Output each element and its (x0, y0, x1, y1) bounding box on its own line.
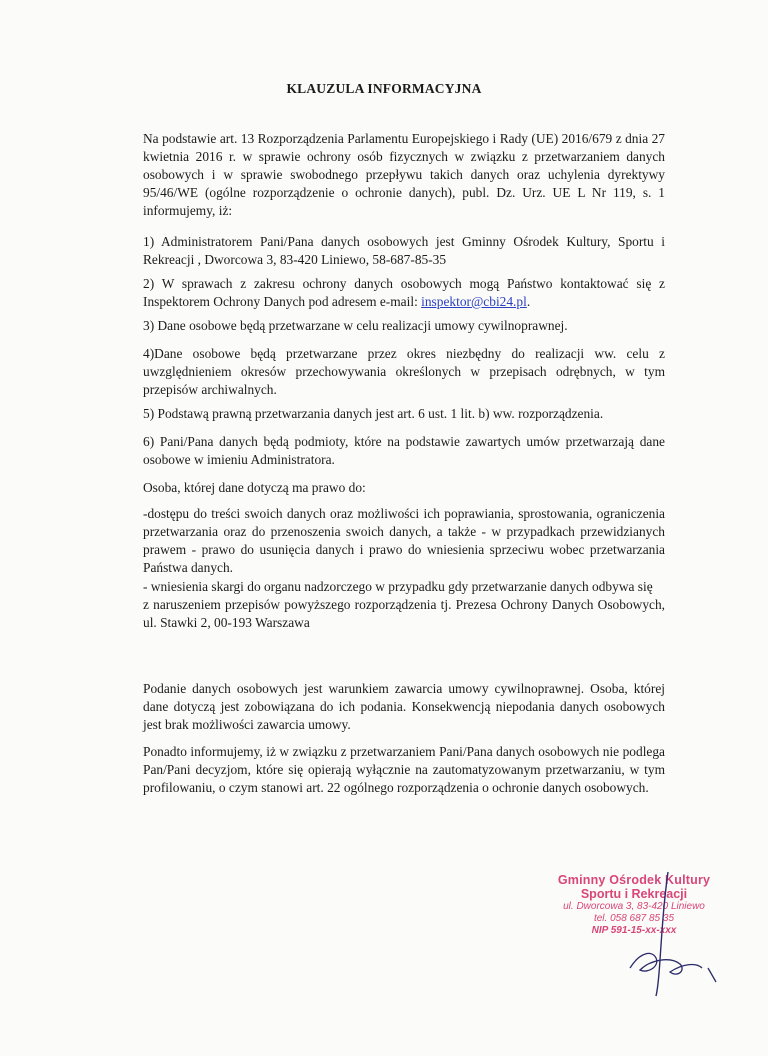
item-5-text: 5) Podstawą prawną przetwarzania danych jest art. 6 ust. 1 lit. b) ww. rozporządzenia. (143, 406, 604, 421)
item-4-text: 4)Dane osobowe będą przetwarzane przez okres niezbędny do realizacji ww. celu z uwzględnieniem okresów przechowywania określonych w przepisach odrębnych, w tym przepisów archiwalnych. (143, 346, 665, 397)
item-3-text: 3) Dane osobowe będą przetwarzane w celu realizacji umowy cywilnoprawnej. (143, 318, 568, 333)
item-2 (143, 275, 665, 311)
stamp-line-2: Sportu i Rekreacji (580, 887, 688, 901)
right-1 (143, 505, 665, 577)
document-title: KLAUZULA INFORMACYJNA (286, 81, 482, 96)
right-2-line-2: z naruszeniem przepisów powyższego rozporządzenia tj. Prezesa Ochrony Danych Osobowych, ul. Stawki 2, 00-193 Warszawa (143, 597, 665, 630)
right-1-text: -dostępu do treści swoich danych oraz możliwości ich poprawiania, sprostowania, ograniczenia przetwarzania oraz do przenoszenia swoich danych, a także - w przypadkach przewidzianych prawem - prawo do usunięcia danych i prawo do wniesienia sprzeciwu wobec przetwarzania Państwa danych. (143, 506, 665, 575)
item-5 (143, 405, 665, 423)
item-2-suffix: . (526, 294, 531, 309)
condition-text: Podanie danych osobowych jest warunkiem zawarcia umowy cywilnoprawnej. Osoba, której dane dotyczą jest zobowiązana do ich podania. Konsekwencją niepodania danych osobowych jest brak możliwości zawarcia umowy. (143, 681, 665, 732)
stamp-line-1: Gminny Ośrodek Kultury (557, 873, 711, 887)
stamp-line-3: ul. Dworcowa 3, 83-420 Liniewo (563, 901, 705, 912)
rights-intro-text: Osoba, której dane dotyczą ma prawo do: (143, 480, 366, 495)
automated-paragraph (143, 743, 665, 797)
right-2-line-1: - wniesienia skargi do organu nadzorczego w przypadku gdy przetwarzanie danych odbywa się (143, 579, 653, 594)
automated-text: Ponadto informujemy, iż w związku z przetwarzaniem Pani/Pana danych osobowych nie podlega Pan/Pani decyzjom, które się opierają wyłącznie na zautomatyzowanym przetwarzaniu, w tym profilowaniu, o czym stanowi art. 22 ogólnego rozporządzenia o ochronie danych osobowych. (143, 744, 665, 795)
dpo-email-link[interactable]: inspektor@cbi24.pl (421, 294, 527, 309)
item-1 (143, 233, 665, 269)
condition-paragraph (143, 680, 665, 734)
item-2-prefix: 2) W sprawach z zakresu ochrony danych osobowych mogą Państwo kontaktować się z Inspektorem Ochrony Danych pod adresem e-mail: (143, 276, 665, 309)
rights-intro (143, 479, 665, 497)
item-6-text: 6) Pani/Pana danych będą podmioty, które na podstawie zawartych umów przetwarzają dane osobowe w imieniu Administratora. (143, 434, 665, 467)
right-2 (143, 578, 665, 632)
stamp-line-5: NIP 591-15-xx-xxx (591, 925, 677, 936)
item-6 (143, 433, 665, 469)
item-3 (143, 317, 665, 335)
intro-text: Na podstawie art. 13 Rozporządzenia Parlamentu Europejskiego i Rady (UE) 2016/679 z dnia 27 kwietnia 2016 r. w sprawie ochrony osób fizycznych w związku z przetwarzaniem danych osobowych i w sprawie swobodnego przepływu takich danych oraz uchylenia dyrektywy 95/46/WE (ogólne rozporządzenie o ochronie danych), publ. Dz. Urz. UE L Nr 119, s. 1 informujemy, iż: (143, 131, 665, 218)
handwritten-signature (590, 860, 740, 1000)
stamp-line-4: tel. 058 687 85 35 (593, 913, 675, 924)
item-2-text (143, 275, 665, 311)
item-1-text: 1) Administratorem Pani/Pana danych osobowych jest Gminny Ośrodek Kultury, Sportu i Rekreacji , Dworcowa 3, 83-420 Liniewo, 58-687-85-35 (143, 234, 665, 267)
intro-paragraph (143, 130, 665, 220)
item-4 (143, 345, 665, 399)
